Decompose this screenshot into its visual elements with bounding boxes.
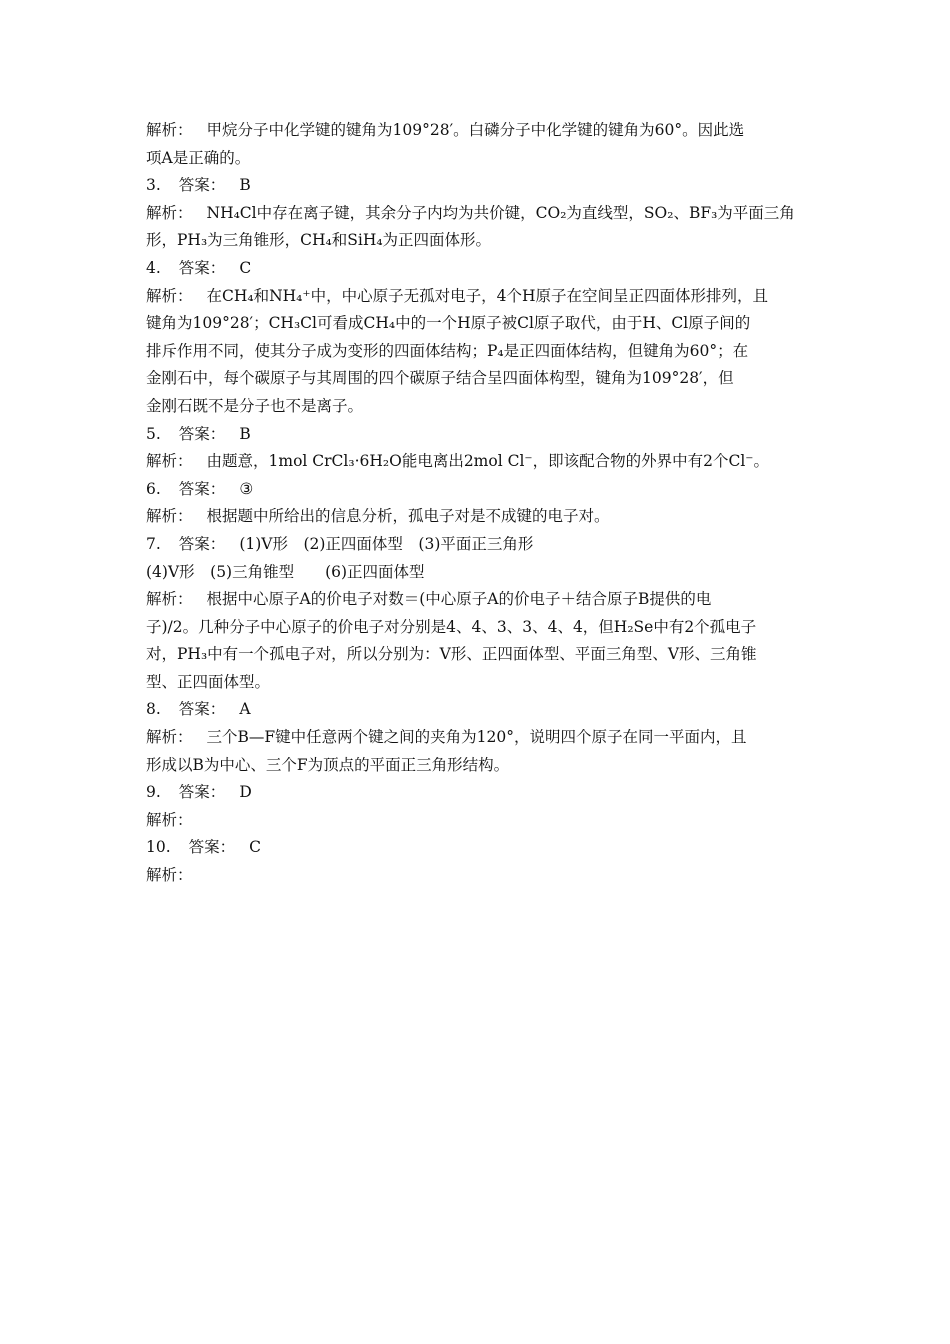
answer-line — [146, 834, 814, 862]
answer-line — [146, 476, 814, 504]
explanation-text: 甲烷分子中化学键的键角为109°28′。白磷分子中化学键的键角为60°。因此选 — [206, 121, 745, 139]
question-number: 3. — [146, 176, 161, 195]
answer-value: A — [239, 700, 251, 719]
answer-value: (1)V形 (2)正四面体型 (3)平面正三角形 — [239, 534, 534, 553]
question-number: 5. — [146, 424, 161, 443]
text-line: (4)V形 (5)三角锥型 (6)正四面体型 — [146, 562, 425, 581]
answer-label: 答案： — [178, 479, 226, 498]
text-line: 金刚石既不是分子也不是离子。 — [146, 396, 364, 415]
explanation-text: 三个B—F键中任意两个键之间的夹角为120°，说明四个原子在同一平面内，且 — [206, 728, 747, 747]
text-line: 键角为109°28′；CH₃Cl可看成CH₄中的一个H原子被Cl原子取代，由于H、Cl原子间的 — [146, 314, 751, 333]
question-number: 8. — [146, 700, 161, 719]
answer-label: 答案： — [178, 258, 226, 277]
answer-document — [146, 117, 814, 890]
explanation-line — [146, 586, 814, 614]
text-line: 对，PH₃中有一个孤电子对，所以分别为：V形、正四面体型、平面三角型、V形、三角锥 — [146, 645, 757, 664]
answer-label: 答案： — [178, 783, 226, 802]
explanation-text: 根据题中所给出的信息分析，孤电子对是不成键的电子对。 — [206, 507, 610, 526]
explanation-line — [146, 448, 814, 476]
explanation-label: 解析： — [146, 286, 193, 305]
explanation-text: 根据中心原子A的价电子对数＝(中心原子A的价电子＋结合原子B提供的电 — [206, 590, 712, 609]
answer-line — [146, 779, 814, 807]
explanation-label: 解析： — [146, 810, 193, 829]
explanation-label: 解析： — [146, 121, 193, 139]
answer-line — [146, 421, 814, 449]
answer-label: 答案： — [178, 424, 226, 443]
answer-line — [146, 172, 814, 200]
answer-value: D — [239, 783, 252, 802]
question-number: 9. — [146, 783, 161, 802]
explanation-text: 在CH₄和NH₄⁺中，中心原子无孤对电子，4个H原子在空间呈正四面体形排列，且 — [206, 286, 768, 305]
explanation-line — [146, 283, 814, 311]
answer-value: C — [239, 258, 252, 277]
text-line: 形成以B为中心、三个F为顶点的平面正三角形结构。 — [146, 755, 510, 774]
text-line: 形，PH₃为三角锥形，CH₄和SiH₄为正四面体形。 — [146, 231, 492, 250]
explanation-label: 解析： — [146, 507, 193, 526]
answer-line — [146, 696, 814, 724]
question-number: 4. — [146, 258, 161, 277]
text-line: 排斥作用不同，使其分子成为变形的四面体结构；P₄是正四面体结构，但键角为60°；在 — [146, 341, 749, 360]
answer-line — [146, 531, 814, 559]
explanation-line — [146, 862, 814, 890]
explanation-line — [146, 724, 814, 752]
explanation-line — [146, 200, 814, 228]
explanation-label: 解析： — [146, 728, 193, 747]
question-number: 7. — [146, 534, 161, 553]
explanation-label: 解析： — [146, 866, 193, 885]
text-line: 金刚石中，每个碳原子与其周围的四个碳原子结合呈四面体构型，键角为109°28′，但 — [146, 369, 734, 388]
answer-label: 答案： — [188, 838, 236, 857]
explanation-text: NH₄Cl中存在离子键，其余分子内均为共价键，CO₂为直线型，SO₂、BF₃为平面三角 — [206, 203, 795, 222]
answer-label: 答案： — [178, 700, 226, 719]
answer-label: 答案： — [178, 176, 226, 195]
explanation-line — [146, 503, 814, 531]
explanation-label: 解析： — [146, 452, 193, 471]
answer-line — [146, 255, 814, 283]
answer-value: B — [239, 176, 251, 195]
explanation-line — [146, 807, 814, 835]
answer-value: ③ — [239, 479, 254, 498]
explanation-line — [146, 117, 814, 145]
answer-value: C — [249, 838, 262, 857]
question-number: 10. — [146, 838, 171, 857]
text-line: 子)/2。几种分子中心原子的价电子对分别是4、4、3、3、4、4，但H₂Se中有2个孤电子 — [146, 617, 757, 636]
text-line: 项A是正确的。 — [146, 148, 251, 167]
text-line: 型、正四面体型。 — [146, 672, 271, 691]
answer-value: B — [239, 424, 251, 443]
question-number: 6. — [146, 479, 161, 498]
explanation-text: 由题意，1mol CrCl₃·6H₂O能电离出2mol Cl⁻，即该配合物的外界中有2个Cl⁻。 — [206, 452, 769, 471]
explanation-label: 解析： — [146, 590, 193, 609]
answer-label: 答案： — [178, 534, 226, 553]
explanation-label: 解析： — [146, 203, 193, 222]
